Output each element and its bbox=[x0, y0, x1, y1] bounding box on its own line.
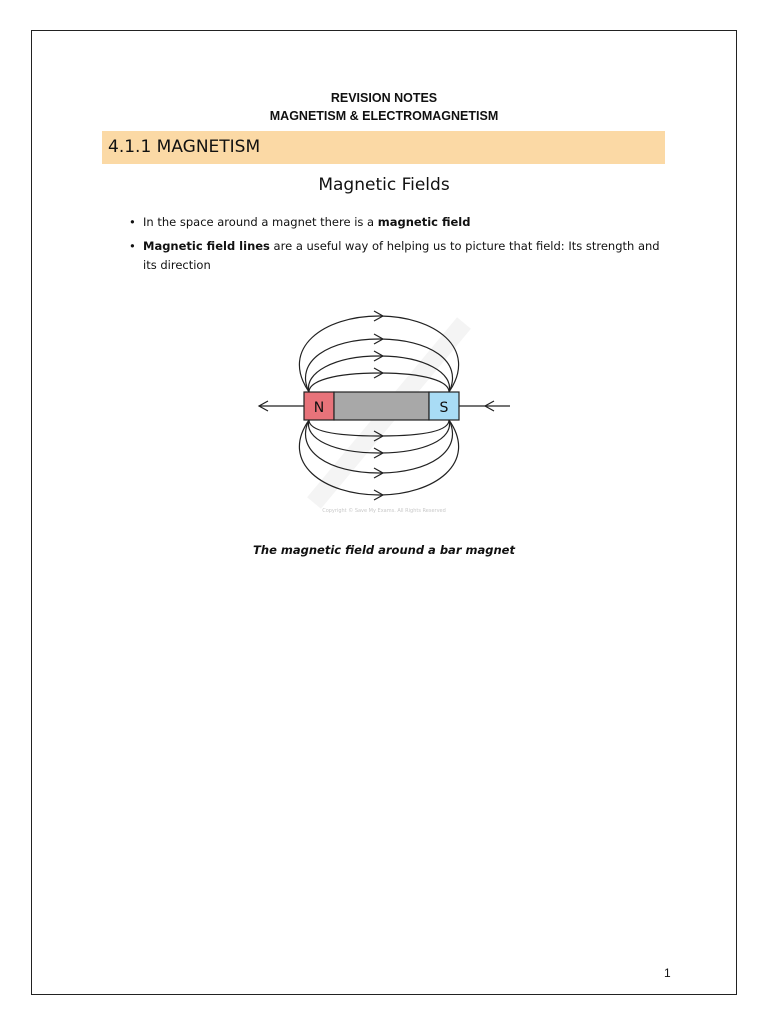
magnet-body bbox=[334, 392, 429, 420]
south-pole-label: S bbox=[439, 400, 449, 416]
bullet-item bbox=[129, 237, 669, 275]
figure-caption: The magnetic field around a bar magnet bbox=[253, 543, 515, 557]
subheading: Magnetic Fields bbox=[318, 175, 450, 195]
north-pole-label: N bbox=[313, 400, 325, 416]
section-heading-bar bbox=[102, 131, 665, 164]
bullet-dot-icon: • bbox=[129, 215, 136, 229]
bullet-item bbox=[129, 213, 669, 232]
section-title: 4.1.1 MAGNETISM bbox=[108, 137, 261, 157]
bar-magnet-diagram bbox=[254, 303, 514, 523]
bullet-bold-term: magnetic field bbox=[377, 215, 471, 229]
bullet-list bbox=[129, 213, 669, 280]
bullet-text: are a useful way of helping us to picture that field: Its strength and its direction bbox=[143, 239, 660, 272]
header-title: REVISION NOTES bbox=[330, 91, 438, 105]
header-subtitle: MAGNETISM & ELECTROMAGNETISM bbox=[269, 109, 499, 123]
bullet-bold-term: Magnetic field lines bbox=[143, 239, 270, 253]
page-number: 1 bbox=[664, 966, 671, 980]
bullet-text: In the space around a magnet there is a bbox=[143, 215, 378, 229]
bullet-dot-icon: • bbox=[129, 239, 136, 253]
bar-magnet bbox=[304, 392, 459, 420]
copyright-watermark: Copyright © Save My Exams. All Rights Reserved bbox=[322, 508, 446, 514]
